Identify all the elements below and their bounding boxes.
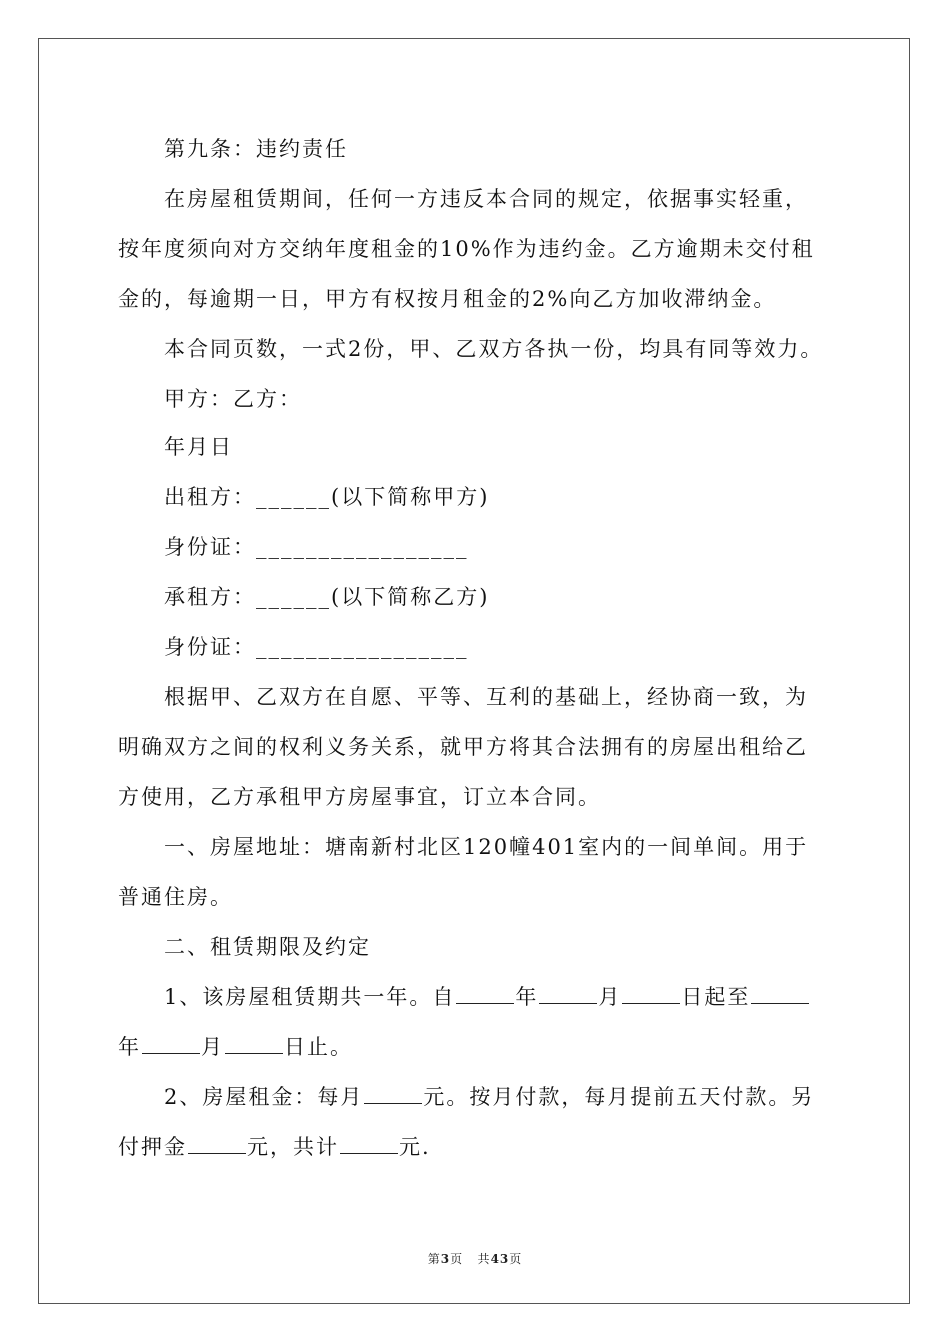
lessor-blank: ______ [256, 485, 331, 509]
rent-text-cont: 元。按月付款，每月提前五天付款。另 [423, 1085, 815, 1109]
year-blank [456, 983, 514, 1004]
rent-amount-blank [364, 1083, 422, 1104]
id-label: 身份证： [164, 635, 256, 659]
address-line-1: 一、房屋地址：塘南新村北区120幢401室内的一间单间。用于 [164, 835, 809, 859]
end-day-blank [225, 1033, 283, 1054]
lessor-id-line [164, 532, 469, 562]
total-prefix: 共 [477, 1252, 491, 1266]
rent-text: 2、房屋租金：每月 [164, 1085, 364, 1109]
intro-line-1: 根据甲、乙双方在自愿、平等、互利的基础上，经协商一致，为 [164, 685, 808, 709]
lessee-blank: ______ [256, 585, 331, 609]
lessee-line [164, 582, 489, 612]
address-line-2: 普通住房。 [118, 885, 233, 909]
lessee-label: 承租方： [164, 585, 256, 609]
term-line-2 [118, 1032, 353, 1062]
day-blank [622, 983, 680, 1004]
id-blank: _________________ [256, 535, 469, 559]
page-suffix: 页 [450, 1252, 464, 1266]
intro-line-2: 明确双方之间的权利义务关系，就甲方将其合法拥有的房屋出租给乙 [118, 735, 808, 759]
month-blank [539, 983, 597, 1004]
lessee-id-line [164, 632, 469, 662]
lessor-label: 出租方： [164, 485, 256, 509]
page-current: 3 [440, 1252, 451, 1266]
term-section-title: 二、租赁期限及约定 [164, 935, 371, 959]
article-9-title: 第九条：违约责任 [164, 137, 348, 161]
lessee-note: (以下简称乙方) [331, 585, 490, 609]
year-unit: 年 [118, 1035, 141, 1059]
article-9-line-2: 按年度须向对方交纳年度租金的10%作为违约金。乙方逾期未交付租 [118, 237, 815, 261]
lessor-line [164, 482, 489, 512]
day-unit: 日止。 [284, 1035, 353, 1059]
copies-clause: 本合同页数，一式2份，甲、乙双方各执一份，均具有同等效力。 [164, 337, 824, 361]
total-text: 元，共计 [247, 1135, 339, 1159]
end-month-blank [142, 1033, 200, 1054]
date-line: 年月日 [164, 435, 233, 459]
article-9-line-3: 金的，每逾期一日，甲方有权按月租金的2%向乙方加收滞纳金。 [118, 287, 777, 311]
rent-line-1 [164, 1082, 814, 1112]
id-blank: _________________ [256, 635, 469, 659]
article-9-line-1: 在房屋租赁期间，任何一方违反本合同的规定，依据事实轻重， [164, 187, 808, 211]
party-signatures: 甲方：乙方： [164, 387, 302, 411]
page-prefix: 第 [427, 1252, 441, 1266]
term-text: 1、该房屋租赁期共一年。自 [164, 985, 456, 1009]
yuan-unit: 元. [399, 1135, 431, 1159]
page-border [38, 38, 910, 1304]
month-unit: 月 [598, 985, 622, 1009]
day-unit: 日起至 [681, 985, 751, 1009]
deposit-amount-blank [188, 1133, 246, 1154]
intro-line-3: 方使用，乙方承租甲方房屋事宜，订立本合同。 [118, 785, 601, 809]
total-amount-blank [340, 1133, 398, 1154]
month-unit: 月 [201, 1035, 224, 1059]
total-suffix: 页 [509, 1252, 523, 1266]
page-total: 43 [490, 1252, 510, 1266]
page-footer [0, 1250, 950, 1267]
year-unit: 年 [515, 985, 539, 1009]
term-line-1 [164, 982, 810, 1012]
end-year-blank [751, 983, 809, 1004]
lessor-note: (以下简称甲方) [331, 485, 490, 509]
deposit-text: 付押金 [118, 1135, 187, 1159]
rent-line-2 [118, 1132, 431, 1162]
id-label: 身份证： [164, 535, 256, 559]
